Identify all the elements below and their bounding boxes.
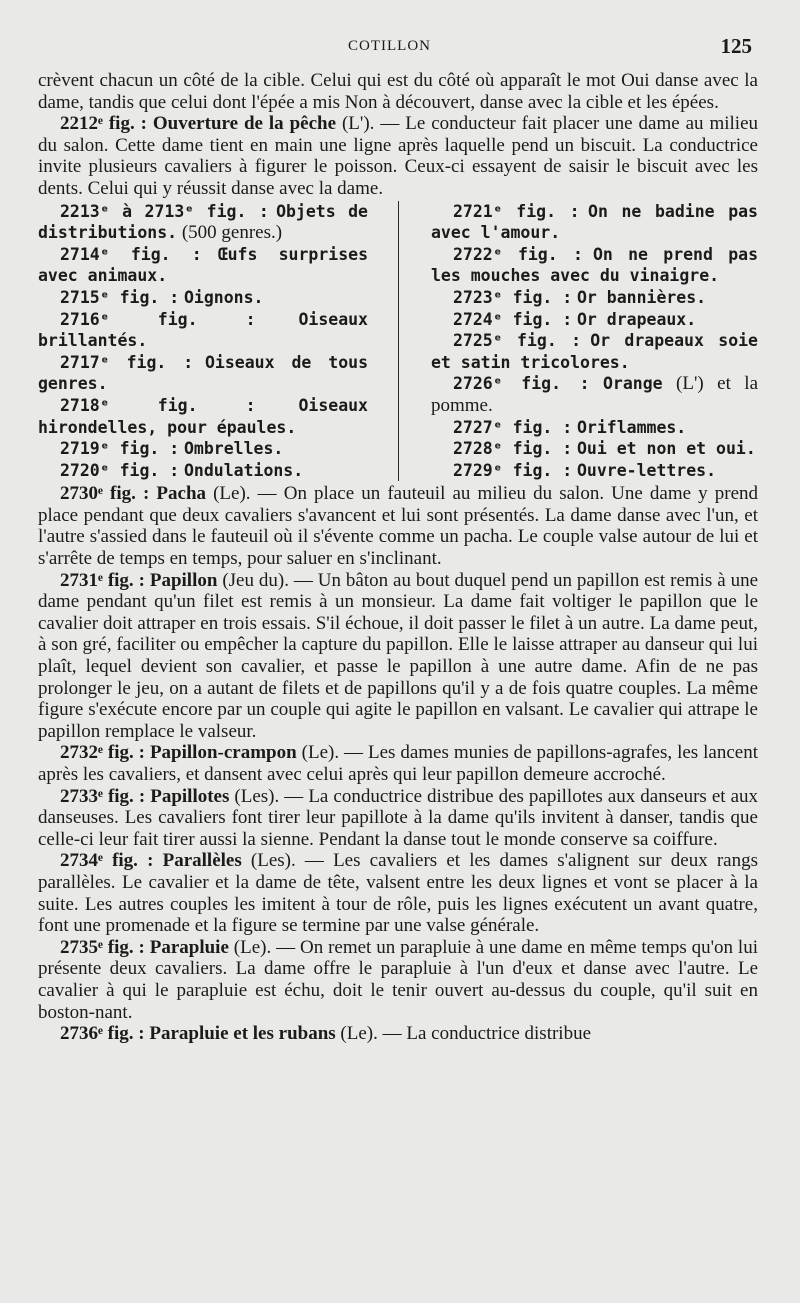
list-item [431,460,758,482]
entry-number: 2735ᵉ fig. : [60,936,145,958]
entry-number: 2721ᵉ fig. : [453,201,580,221]
entry-number: 2729ᵉ fig. : [453,460,573,480]
entry-title: Parallèles [162,850,242,872]
list-item [38,395,368,438]
entry-title: Or drapeaux. [576,309,697,329]
list-item [38,287,368,309]
entry-title: Papillon-crampon [149,742,297,764]
entry-number: 2734ᵉ fig. : [60,850,154,872]
list-item [38,937,758,1023]
entry-number: 2723ᵉ fig. : [453,287,573,307]
list-item [38,352,368,395]
entry-number: 2730ᵉ fig. : [60,483,150,505]
entry-number: 2733ᵉ fig. : [60,785,146,807]
list-item [38,309,368,352]
entry-number: 2717ᵉ fig. : [60,352,194,372]
entry-title: Oiseaux hirondelles, pour épaules. [38,395,368,437]
list-item [38,438,368,460]
page-number: 125 [720,34,752,58]
entry-text: (Le). — On remet un parapluie à une dame en même temps qu'on lui présente deux cavaliers. La dame offre le parapluie à l'un d'eux et danse avec l'autre. Le cavalier à qui le parapluie est échu, doit le tenir ouvert au-dessus du couple, qu'il suit en boston-nant. [38,936,758,1023]
entry-title: Œufs surprises avec animaux. [38,244,368,286]
list-item [38,742,758,785]
entry-number: 2722ᵉ fig. : [453,244,583,264]
entry-number: 2716ᵉ fig. : [60,309,256,329]
entry-number: 2720ᵉ fig. : [60,460,180,480]
entry-title: Oiseaux de tous genres. [38,352,368,394]
entry-2212 [38,113,758,199]
entry-text: (Les). — Les cavaliers et les dames s'alignent sur deux rangs parallèles. Le cavalier et la dame de tête, valsent entre les deux lignes et vont se placer à la suite. Les autres couples les imitent à tour de rôle, puis les lignes exécutent un avant quatre, font une promenade et la figure se termine par une valse générale. [38,850,759,937]
entry-number: 2728ᵉ fig. : [453,439,573,459]
entry-number: 2715ᵉ fig. : [60,287,180,307]
entry-title: Or bannières. [576,287,707,307]
entry-title: Ondulations. [183,460,304,480]
entry-text: (500 genres.) [177,222,283,244]
list-item [38,460,368,482]
entry-title: Objets de distributions. [38,201,368,243]
entry-number: 2731ᵉ fig. : [60,569,145,591]
entry-title: Orange [603,374,663,394]
list-item [38,483,758,569]
entry-title: On ne prend pas les mouches avec du vinaigre. [431,244,758,286]
entry-title: Papillon [149,569,218,591]
entry-title: Oiseaux brillantés. [38,309,368,351]
entry-number: 2719ᵉ fig. : [60,439,180,459]
right-column [398,201,758,482]
left-column [38,201,398,482]
entry-number: 2212ᵉ fig. : [60,113,147,135]
entry-number: 2718ᵉ fig. : [60,395,256,415]
entry-title: Oignons. [183,287,264,307]
entry-text: (L') et la pomme. [431,373,758,416]
list-item [38,244,368,287]
entry-title: Papillotes [150,785,230,807]
two-column-list [38,201,758,482]
entry-text: (Jeu du). — Un bâton au bout duquel pend un papillon est remis à une dame pendant qu'un filet est remis à un monsieur. La dame fait voltiger le papillon que le cavalier doit attraper en trois essais. S'il échoue, il doit passer le filet à un autre. La dame peut, à son gré, faciliter ou empêcher la capture du papillon. Elle le laisse attraper au danseur qui lui plaît, lequel devient son cavalier, et passe le papillon à une autre dame. Afin de ne pas prolonger le jeu, on a autant de filets et de papillons qu'il y a de fois quatre couples. La même figure s'exécute encore par un couple qui agite le papillon en valsant. Le cavalier qui attrape le papillon remplace le valseur. [38,569,759,742]
list-item [431,309,758,331]
entry-text: (Le). — La conductrice distribue [335,1023,592,1045]
list-item [431,244,758,287]
entry-number: 2726ᵉ fig. : [453,374,590,394]
list-item [38,570,758,743]
entry-number: 2724ᵉ fig. : [453,309,573,329]
entry-title: On ne badine pas avec l'amour. [431,201,758,243]
list-item [431,417,758,439]
entries-list [38,483,758,1044]
running-head: COTILLON [348,38,431,54]
entry-title: Oriflammes. [576,417,687,437]
entry-title: Or drapeaux soie et satin tricolores. [431,331,758,372]
list-item [431,330,758,373]
list-item [431,201,758,244]
list-item [431,438,758,460]
list-item [38,1023,758,1045]
page-body [38,70,758,1045]
entry-title: Parapluie [149,936,229,958]
entry-text: (Le). — On place un fauteuil au milieu du salon. Une dame y prend place pendant que deux cavaliers s'avancent et lui sont présentés. La dame danse avec l'un, et l'autre s'assied dans le fauteuil où il s'évente comme un pacha. Le couple valse autour de lui et s'arrête de temps en temps, pour saluer en s'inclinant. [38,483,759,570]
entry-number: 2732ᵉ fig. : [60,742,145,764]
list-item [38,850,758,936]
entry-number: 2736ᵉ fig. : [60,1023,145,1045]
entry-title: Ombrelles. [183,439,284,459]
entry-number: 2725ᵉ fig. : [453,331,582,351]
list-item [431,287,758,309]
entry-title: Ouvre-lettres. [576,460,717,480]
entry-text: (L'). — Le conducteur fait placer une dame au milieu du salon. Cette dame tient en main une ligne après laquelle pend un biscuit. La conductrice invite plusieurs cavaliers à figurer le poisson. Ceux-ci essayent de saisir le biscuit avec les dents. Celui qui y réussit danse avec la dame. [38,113,759,199]
page-header [0,34,800,62]
list-item [38,201,368,244]
entry-number: 2213ᵉ à 2713ᵉ fig. : [60,201,269,221]
entry-title: Parapluie et les rubans [149,1023,336,1045]
entry-title: Oui et non et oui. [576,439,756,459]
entry-title: Pacha [156,483,207,505]
list-item [431,373,758,416]
entry-number: 2714ᵉ fig. : [60,244,202,264]
entry-number: 2727ᵉ fig. : [453,417,573,437]
list-item [38,786,758,851]
entry-text: (Le). — Les dames munies de papillons-agrafes, les lancent après les cavaliers, et dansent avec celui après qui leur papillon demeure accroché. [38,742,758,785]
intro-paragraph: crèvent chacun un côté de la cible. Celui qui est du côté où apparaît le mot Oui danse avec la dame, tandis que celui dont l'épée a mis Non à découvert, danse avec la cible et les épées. [38,70,758,113]
entry-text: (Les). — La conductrice distribue des papillotes aux danseurs et aux danseuses. Les cavaliers font tirer leur papillote à la dame qu'ils invitent à danser, tandis que celle-ci leur fait tirer aussi la sienne. Pendant la danse tout le monde conserve sa coiffure. [38,785,759,850]
entry-title: Ouverture de la pêche [152,113,337,135]
